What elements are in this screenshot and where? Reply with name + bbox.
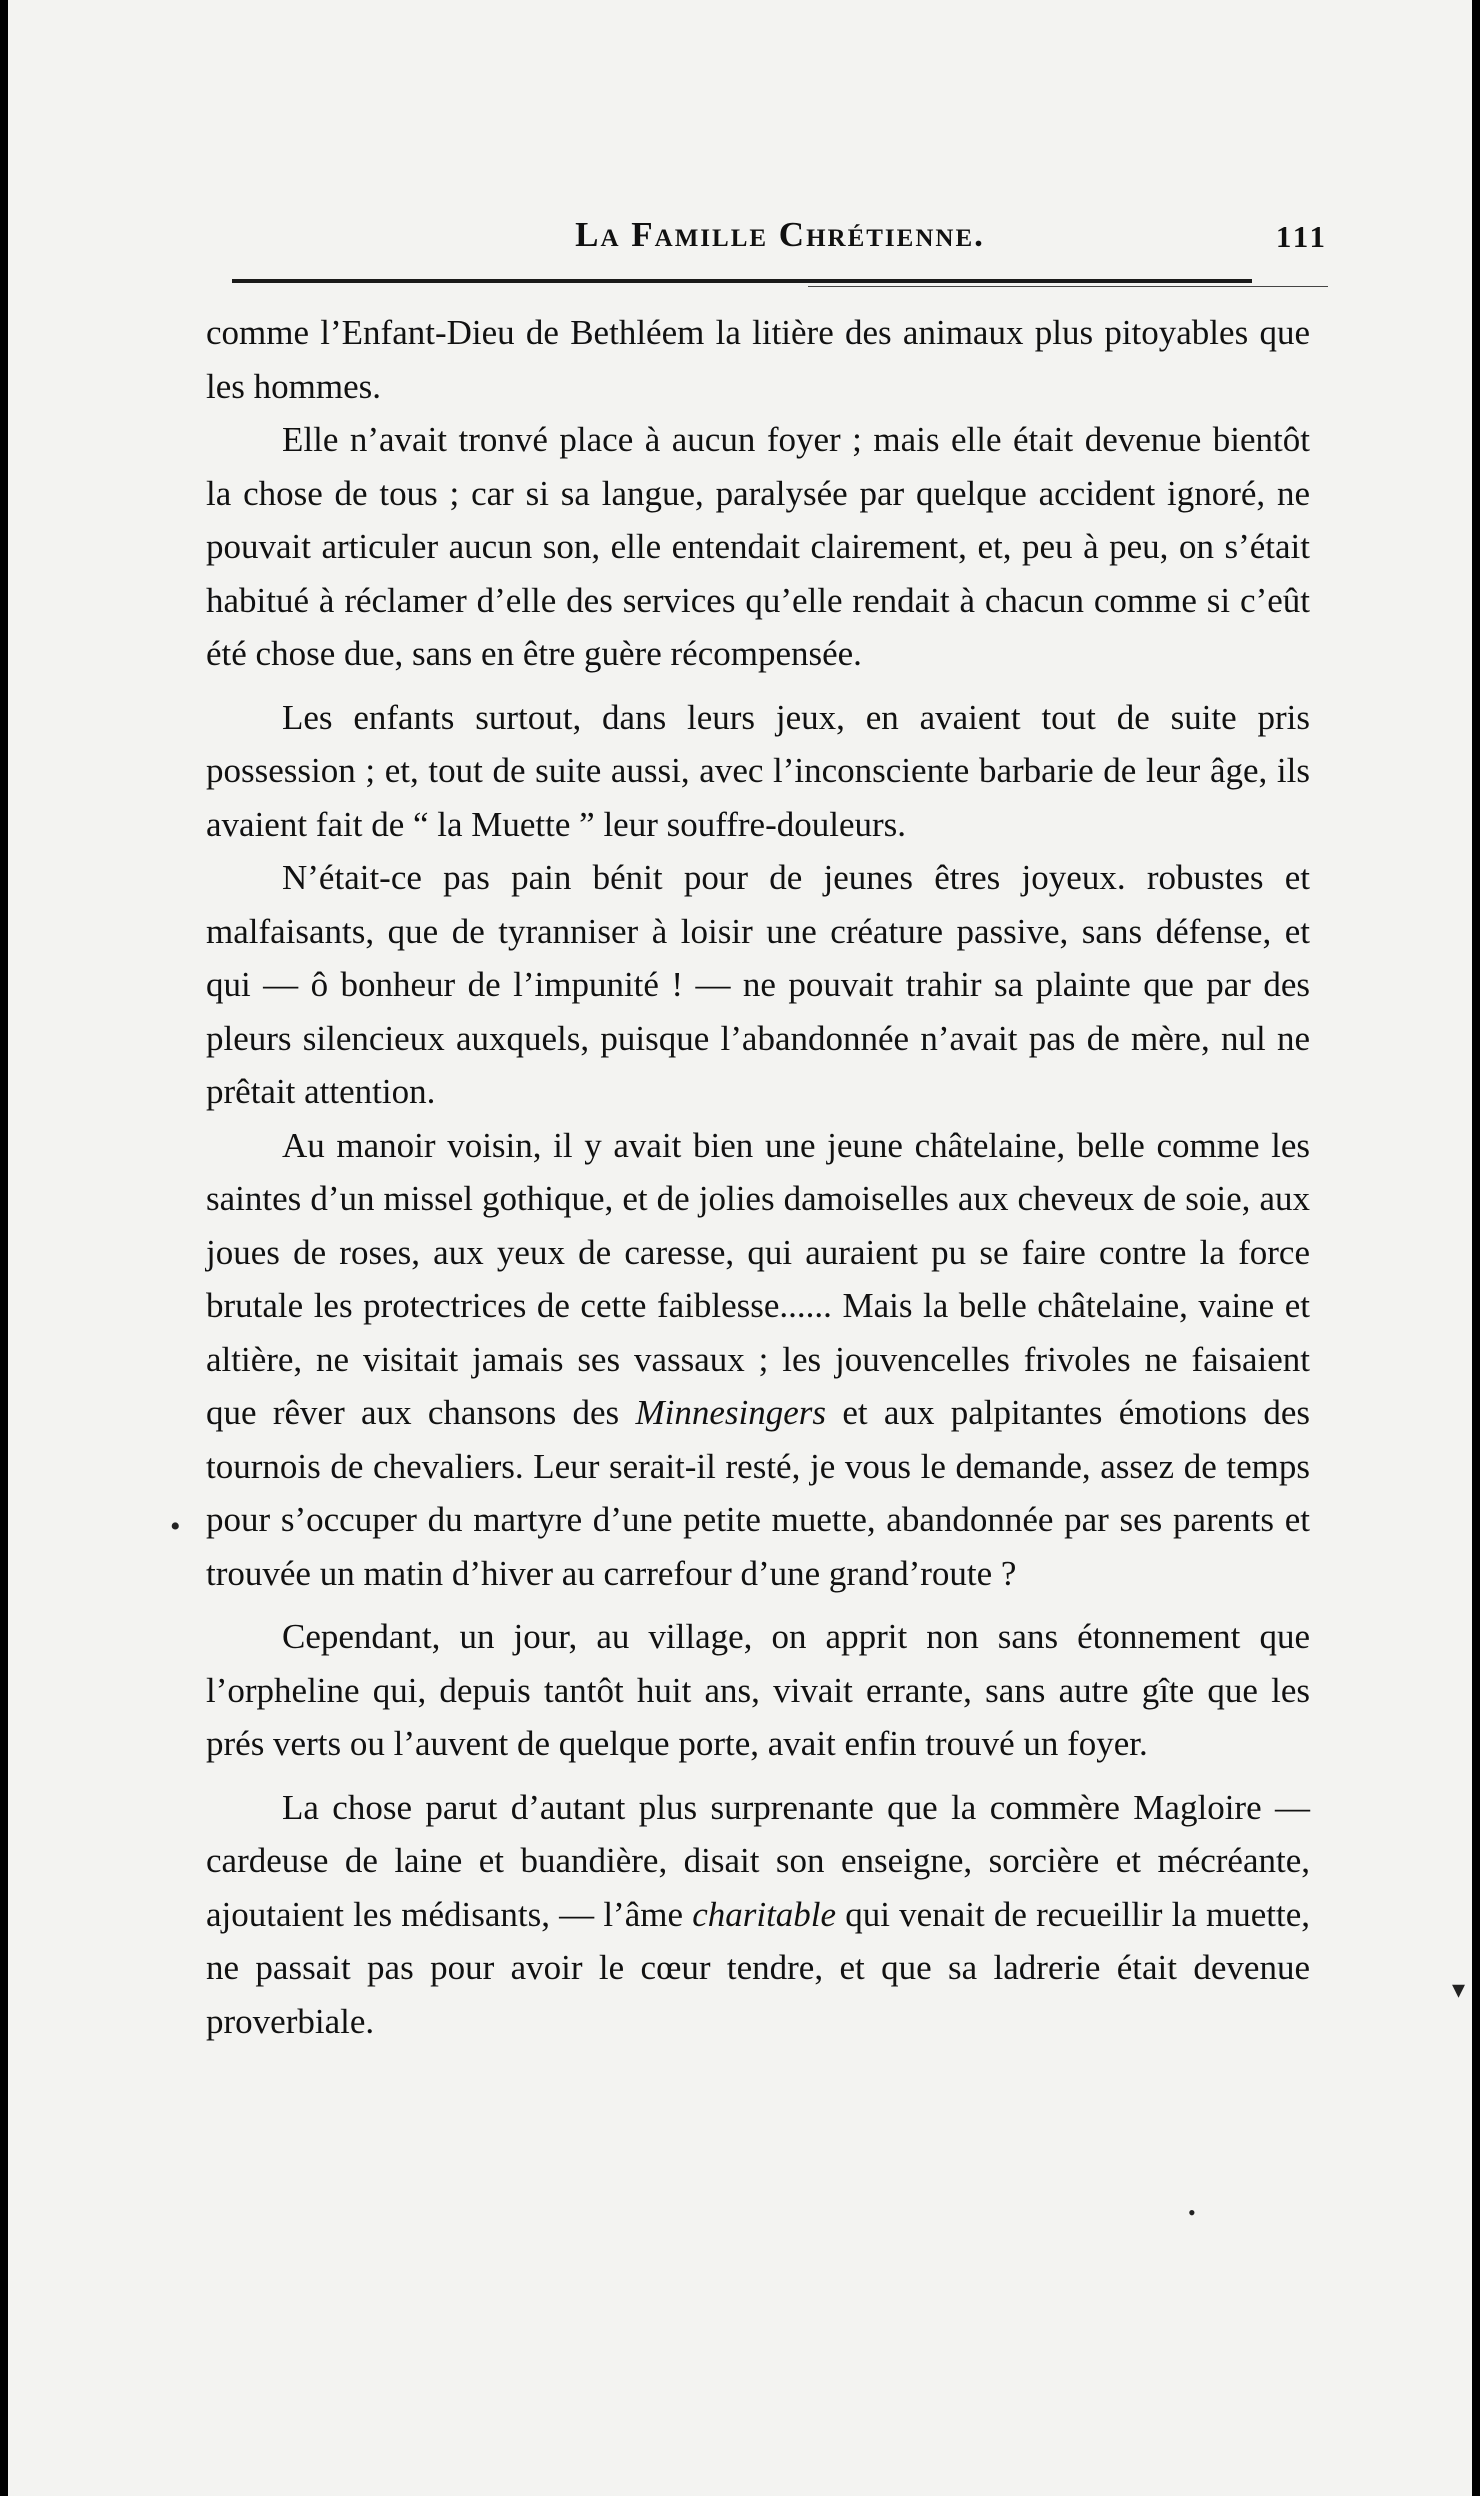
paragraph: Elle n’avait tronvé place à aucun foyer ; mais elle était devenue bientôt la chose de tous ; car si sa langue, paralysée par quelque accident ignoré, ne pouvait articuler aucun son, elle entendait clairement, et, peu à peu, on s’était habitué à réclamer d’elle des services qu’elle rendait à chacun comme si c’eût été chose due, sans en être guère récompensée. <box>206 420 1310 673</box>
italic-text: charitable <box>692 1894 837 1934</box>
page-header <box>232 205 1328 265</box>
margin-speck: • <box>170 1510 181 1543</box>
margin-speck: • <box>1188 2200 1196 2225</box>
header-rule-thin <box>808 286 1328 287</box>
header-rule <box>232 279 1252 283</box>
paragraph: comme l’Enfant-Dieu de Bethléem la litière des animaux plus pitoyables que les hommes. <box>206 313 1310 406</box>
book-page <box>8 0 1472 2496</box>
text-run: La chose parut d’autant plus surprenante que la commère Magloire — cardeuse de laine et buandière, disait son enseigne, sorcière et mécréante, ajoutaient les médisants, — l’âme <box>206 1787 1310 1934</box>
body-text <box>206 306 1310 2048</box>
running-title: La Famille Chrétienne. <box>575 215 985 254</box>
paragraph: Cependant, un jour, au village, on apprit non sans étonnement que l’orpheline qui, depuis tantôt huit ans, vivait errante, sans autre gîte que les prés verts ou l’auvent de quelque porte, avait enfin trouvé un foyer. <box>206 1617 1310 1763</box>
paragraph: Les enfants surtout, dans leurs jeux, en avaient tout de suite pris possession ; et, tout de suite aussi, avec l’inconsciente barbarie de leur âge, ils avaient fait de “ la Muette ” leur souffre-douleurs. <box>206 697 1310 844</box>
italic-text: Minnesingers <box>635 1393 827 1432</box>
paragraph <box>206 1781 1310 2049</box>
page-number: 111 <box>1275 219 1328 254</box>
text-run: qui venait de recueillir la muette, ne passait pas pour avoir le cœur tendre, et que sa ladrerie était devenue proverbiale. <box>206 1894 1310 2041</box>
margin-speck: ▾ <box>1452 1975 1466 2004</box>
paragraph <box>206 1119 1310 1601</box>
text-run: Au manoir voisin, il y avait bien une jeune châtelaine, belle comme les saintes d’un missel gothique, et de jolies damoiselles aux cheveux de soie, aux joues de roses, aux yeux de caresse, qui auraient pu se faire contre la force brutale les protectrices de cette faiblesse...... Mais la belle châtelaine, vaine et altière, ne visitait jamais ses vassaux ; les jouvencelles frivoles ne faisaient que rêver aux chansons des <box>206 1125 1310 1432</box>
text-run: et aux palpitantes émotions des tournois de chevaliers. Leur serait-il resté, je vous le demande, assez de temps pour s’occuper du martyre d’une petite muette, abandonnée par ses parents et trouvée un matin d’hiver au carrefour d’une grand’route ? <box>206 1393 1310 1593</box>
paragraph: N’était-ce pas pain bénit pour de jeunes êtres joyeux. robustes et malfaisants, que de tyranniser à loisir une créature passive, sans défense, et qui — ô bonheur de l’impunité ! — ne pouvait trahir sa plainte que par des pleurs silencieux auxquels, puisque l’abandonnée n’avait pas de mère, nul ne prêtait attention. <box>206 858 1310 1111</box>
